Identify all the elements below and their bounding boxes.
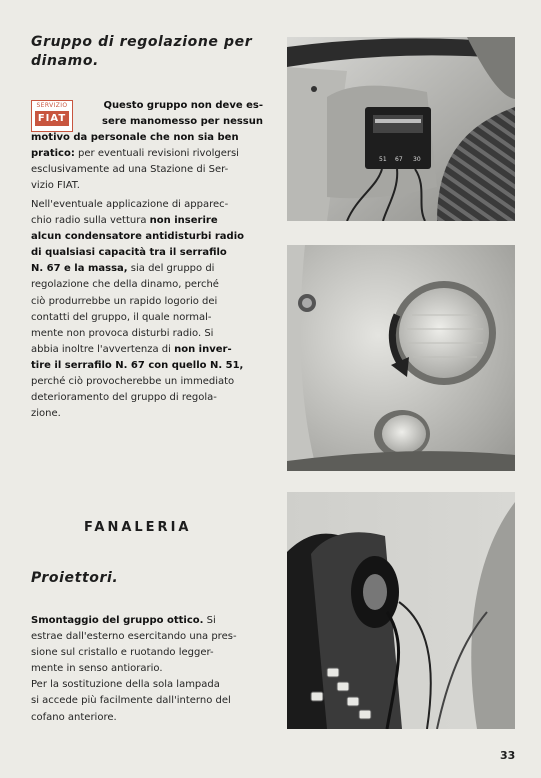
para1-line4-rest: per eventuali revisioni rivolgersi [74,148,239,160]
para2-line4: di qualsiasi capacità tra il serrafilo [31,247,227,259]
logo-top-text: SERVIZIO [36,102,68,109]
para2-line8: contatti del gruppo, il quale normal- [31,311,212,323]
photo-headlamp-graphic [287,245,515,471]
para2-line5-rest: sia del gruppo di [127,263,215,275]
para1-line2: sere manomesso per nessun [102,116,263,128]
para2-line9: mente non provoca disturbi radio. Si [31,327,214,339]
para3-line6: si accede più facilmente dall'interno del [31,695,231,707]
photo-headlamp-interior [287,492,515,729]
para1-line1: Questo gruppo non deve es- [103,100,263,111]
terminal-label-67: 67 [395,156,403,163]
photo-regulator-group [287,37,515,221]
paragraph-radio-notice [31,197,263,422]
page-number: 33 [500,749,516,762]
para1-line4-bold: pratico: [31,148,75,160]
para2-line12: perché ciò provocherebbe un immediato [31,376,235,388]
para3-line2: estrae dall'esterno esercitando una pres- [31,631,237,643]
para2-line7: ciò produrrebbe un rapido logorio dei [31,295,218,307]
para3-line1-bold: Smontaggio del gruppo ottico. [31,615,204,626]
terminal-label-30: 30 [413,156,421,163]
section-title-line1: Gruppo di regolazione per [31,34,253,50]
terminal-label-51: 51 [379,156,387,163]
para2-line6: regolazione che della dinamo, perché [31,279,219,291]
logo-bottom-text: FIAT [35,111,69,126]
para2-line2b: non inserire [149,215,218,227]
paragraph-regulator-warning [31,98,263,195]
photo-interior-graphic [287,492,515,729]
para1-line6: vizio FIAT. [31,180,80,192]
para3-line5: Per la sostituzione della sola lampada [31,679,220,691]
proiettori-subheading: Proiettori. [31,570,119,586]
section-title-line2: dinamo. [31,53,99,69]
para2-line10a: abbia inoltre l'avvertenza di [31,343,175,355]
para3-line1-rest: Si [203,615,216,626]
turn-indicator-lens [382,415,426,453]
para2-line3: alcun condensatore antidisturbi radio [31,231,244,243]
para2-line13: deterioramento del gruppo di regola- [31,392,217,404]
para2-line5-bold: N. 67 e la massa, [31,263,128,275]
para2-line11: tire il serrafilo N. 67 con quello N. 51, [31,359,244,371]
section-title [31,33,281,71]
para2-line10b: non inver- [174,343,232,355]
para2-line1: Nell'eventuale applicazione di apparec- [31,199,229,210]
photo-headlamp-exterior [287,245,515,471]
fanaleria-heading: FANALERIA [84,520,192,535]
headlamp-lens [399,288,489,378]
para1-line5: esclusivamente ad una Stazione di Ser- [31,164,229,176]
para3-line4: mente in senso antiorario. [31,663,163,675]
photo-regulator-graphic [287,37,515,221]
para3-line7: cofano anteriore. [31,711,117,723]
paragraph-headlamp-removal [31,613,263,726]
para3-line3: sione sul cristallo e ruotando legger- [31,647,214,659]
para2-line14: zione. [31,408,61,420]
para1-line3: motivo da personale che non sia ben [31,132,239,144]
para2-line2a: chio radio sulla vettura [31,215,150,227]
